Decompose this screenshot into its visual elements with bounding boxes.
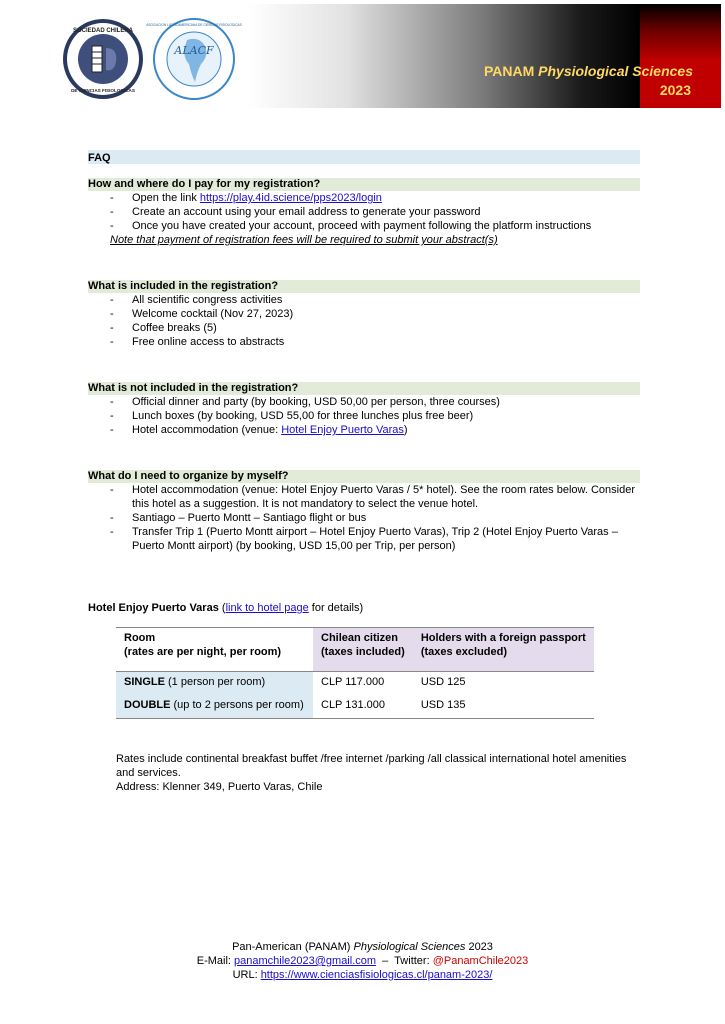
included-list bbox=[88, 293, 640, 349]
question-not-included: What is not included in the registration? bbox=[88, 382, 640, 395]
faq-title: FAQ bbox=[88, 150, 640, 164]
sociedad-chilena-logo bbox=[62, 18, 144, 100]
list-item: - Open the link https://play.4id.science/pps2023/login bbox=[110, 191, 640, 205]
question-organize-yourself: What do I need to organize by myself? bbox=[88, 470, 640, 483]
usd-price-cell: USD 135 bbox=[413, 695, 594, 719]
website-link[interactable]: https://www.cienciasfisiologicas.cl/panam-2023/ bbox=[260, 969, 493, 981]
header-gradient-banner bbox=[248, 4, 640, 108]
organize-list bbox=[88, 483, 640, 553]
logo2-text: ASOCIACION LATINOAMERICANA DE CIENCIAS FISIOLOGICAS bbox=[146, 23, 242, 27]
list-item: - Once you have created your account, proceed with payment following the platform instructions bbox=[110, 219, 640, 233]
not-included-list bbox=[88, 395, 640, 437]
footer-title: Pan-American (PANAM) Physiological Sciences 2023 bbox=[232, 941, 493, 953]
list-item: - Hotel accommodation (venue: Hotel Enjoy Puerto Varas / 5* hotel). See the room rates below. Consider this hotel as a suggestion. It is not mandatory to select the venue hotel. bbox=[110, 483, 640, 511]
payment-steps-list bbox=[88, 191, 640, 233]
question-included: What is included in the registration? bbox=[88, 280, 640, 293]
clp-price-cell: CLP 117.000 bbox=[313, 672, 413, 696]
logo1-top-text: SOCIEDAD CHILENA bbox=[72, 28, 134, 34]
registration-login-link[interactable]: https://play.4id.science/pps2023/login bbox=[199, 192, 382, 204]
table-row bbox=[116, 695, 594, 719]
hotel-rates-table bbox=[116, 627, 594, 719]
list-item: - Hotel accommodation (venue: Hotel Enjoy Puerto Varas) bbox=[110, 423, 640, 437]
page-footer bbox=[0, 940, 725, 982]
payment-note: Note that payment of registration fees will be required to submit your abstract(s) bbox=[110, 234, 498, 246]
table-row bbox=[116, 672, 594, 696]
list-item: - Official dinner and party (by booking, USD 50,00 per person, three courses) bbox=[110, 395, 640, 409]
hotel-heading: Hotel Enjoy Puerto Varas (link to hotel page for details) bbox=[88, 602, 364, 614]
logo2-letters: ALACF bbox=[174, 44, 214, 57]
logo1-bottom-text: DE CIENCIAS FISIOLOGICAS bbox=[71, 88, 135, 93]
rates-include-text: Rates include continental breakfast buffet /free internet /parking /all classical international hotel amenities and services. bbox=[116, 753, 627, 779]
conference-year: 2023 bbox=[659, 82, 691, 98]
list-item: - Lunch boxes (by booking, USD 55,00 for three lunches plus free beer) bbox=[110, 409, 640, 423]
list-item: - Santiago – Puerto Montt – Santiago flight or bus bbox=[110, 511, 640, 525]
footer-url: URL: https://www.cienciasfisiologicas.cl/panam-2023/ bbox=[232, 969, 493, 981]
list-item: - Create an account using your email address to generate your password bbox=[110, 205, 640, 219]
rates-note bbox=[116, 752, 646, 794]
hotel-enjoy-link[interactable]: Hotel Enjoy Puerto Varas bbox=[281, 424, 404, 436]
alacf-logo bbox=[146, 18, 242, 100]
hotel-page-link[interactable]: link to hotel page bbox=[225, 602, 309, 614]
list-item: - Welcome cocktail (Nov 27, 2023) bbox=[110, 307, 640, 321]
faq-section bbox=[88, 150, 640, 553]
list-item: - Free online access to abstracts bbox=[110, 335, 640, 349]
footer-contacts: E-Mail: panamchile2023@gmail.com – Twitter: @PanamChile2023 bbox=[196, 955, 529, 967]
twitter-handle[interactable]: @PanamChile2023 bbox=[432, 955, 529, 967]
list-item: - All scientific congress activities bbox=[110, 293, 640, 307]
list-item: - Coffee breaks (5) bbox=[110, 321, 640, 335]
header-room: Room (rates are per night, per room) bbox=[116, 628, 313, 672]
header-foreign-passport: Holders with a foreign passport (taxes excluded) bbox=[413, 628, 594, 672]
header-chilean-citizen: Chilean citizen (taxes included) bbox=[313, 628, 413, 672]
conference-name: PANAM Physiological Sciences bbox=[483, 63, 693, 79]
hotel-address: Address: Klenner 349, Puerto Varas, Chile bbox=[116, 781, 323, 793]
room-type-cell: SINGLE (1 person per room) bbox=[116, 672, 313, 696]
list-item: - Transfer Trip 1 (Puerto Montt airport – Hotel Enjoy Puerto Varas), Trip 2 (Hotel Enjoy Puerto Varas – Puerto Montt airport) (by booking, USD 15,00 per Trip, per person) bbox=[110, 525, 640, 553]
clp-price-cell: CLP 131.000 bbox=[313, 695, 413, 719]
room-type-cell: DOUBLE (up to 2 persons per room) bbox=[116, 695, 313, 719]
email-link[interactable]: panamchile2023@gmail.com bbox=[234, 955, 377, 967]
question-payment: How and where do I pay for my registration? bbox=[88, 178, 640, 191]
usd-price-cell: USD 125 bbox=[413, 672, 594, 696]
table-header-row bbox=[116, 628, 594, 672]
